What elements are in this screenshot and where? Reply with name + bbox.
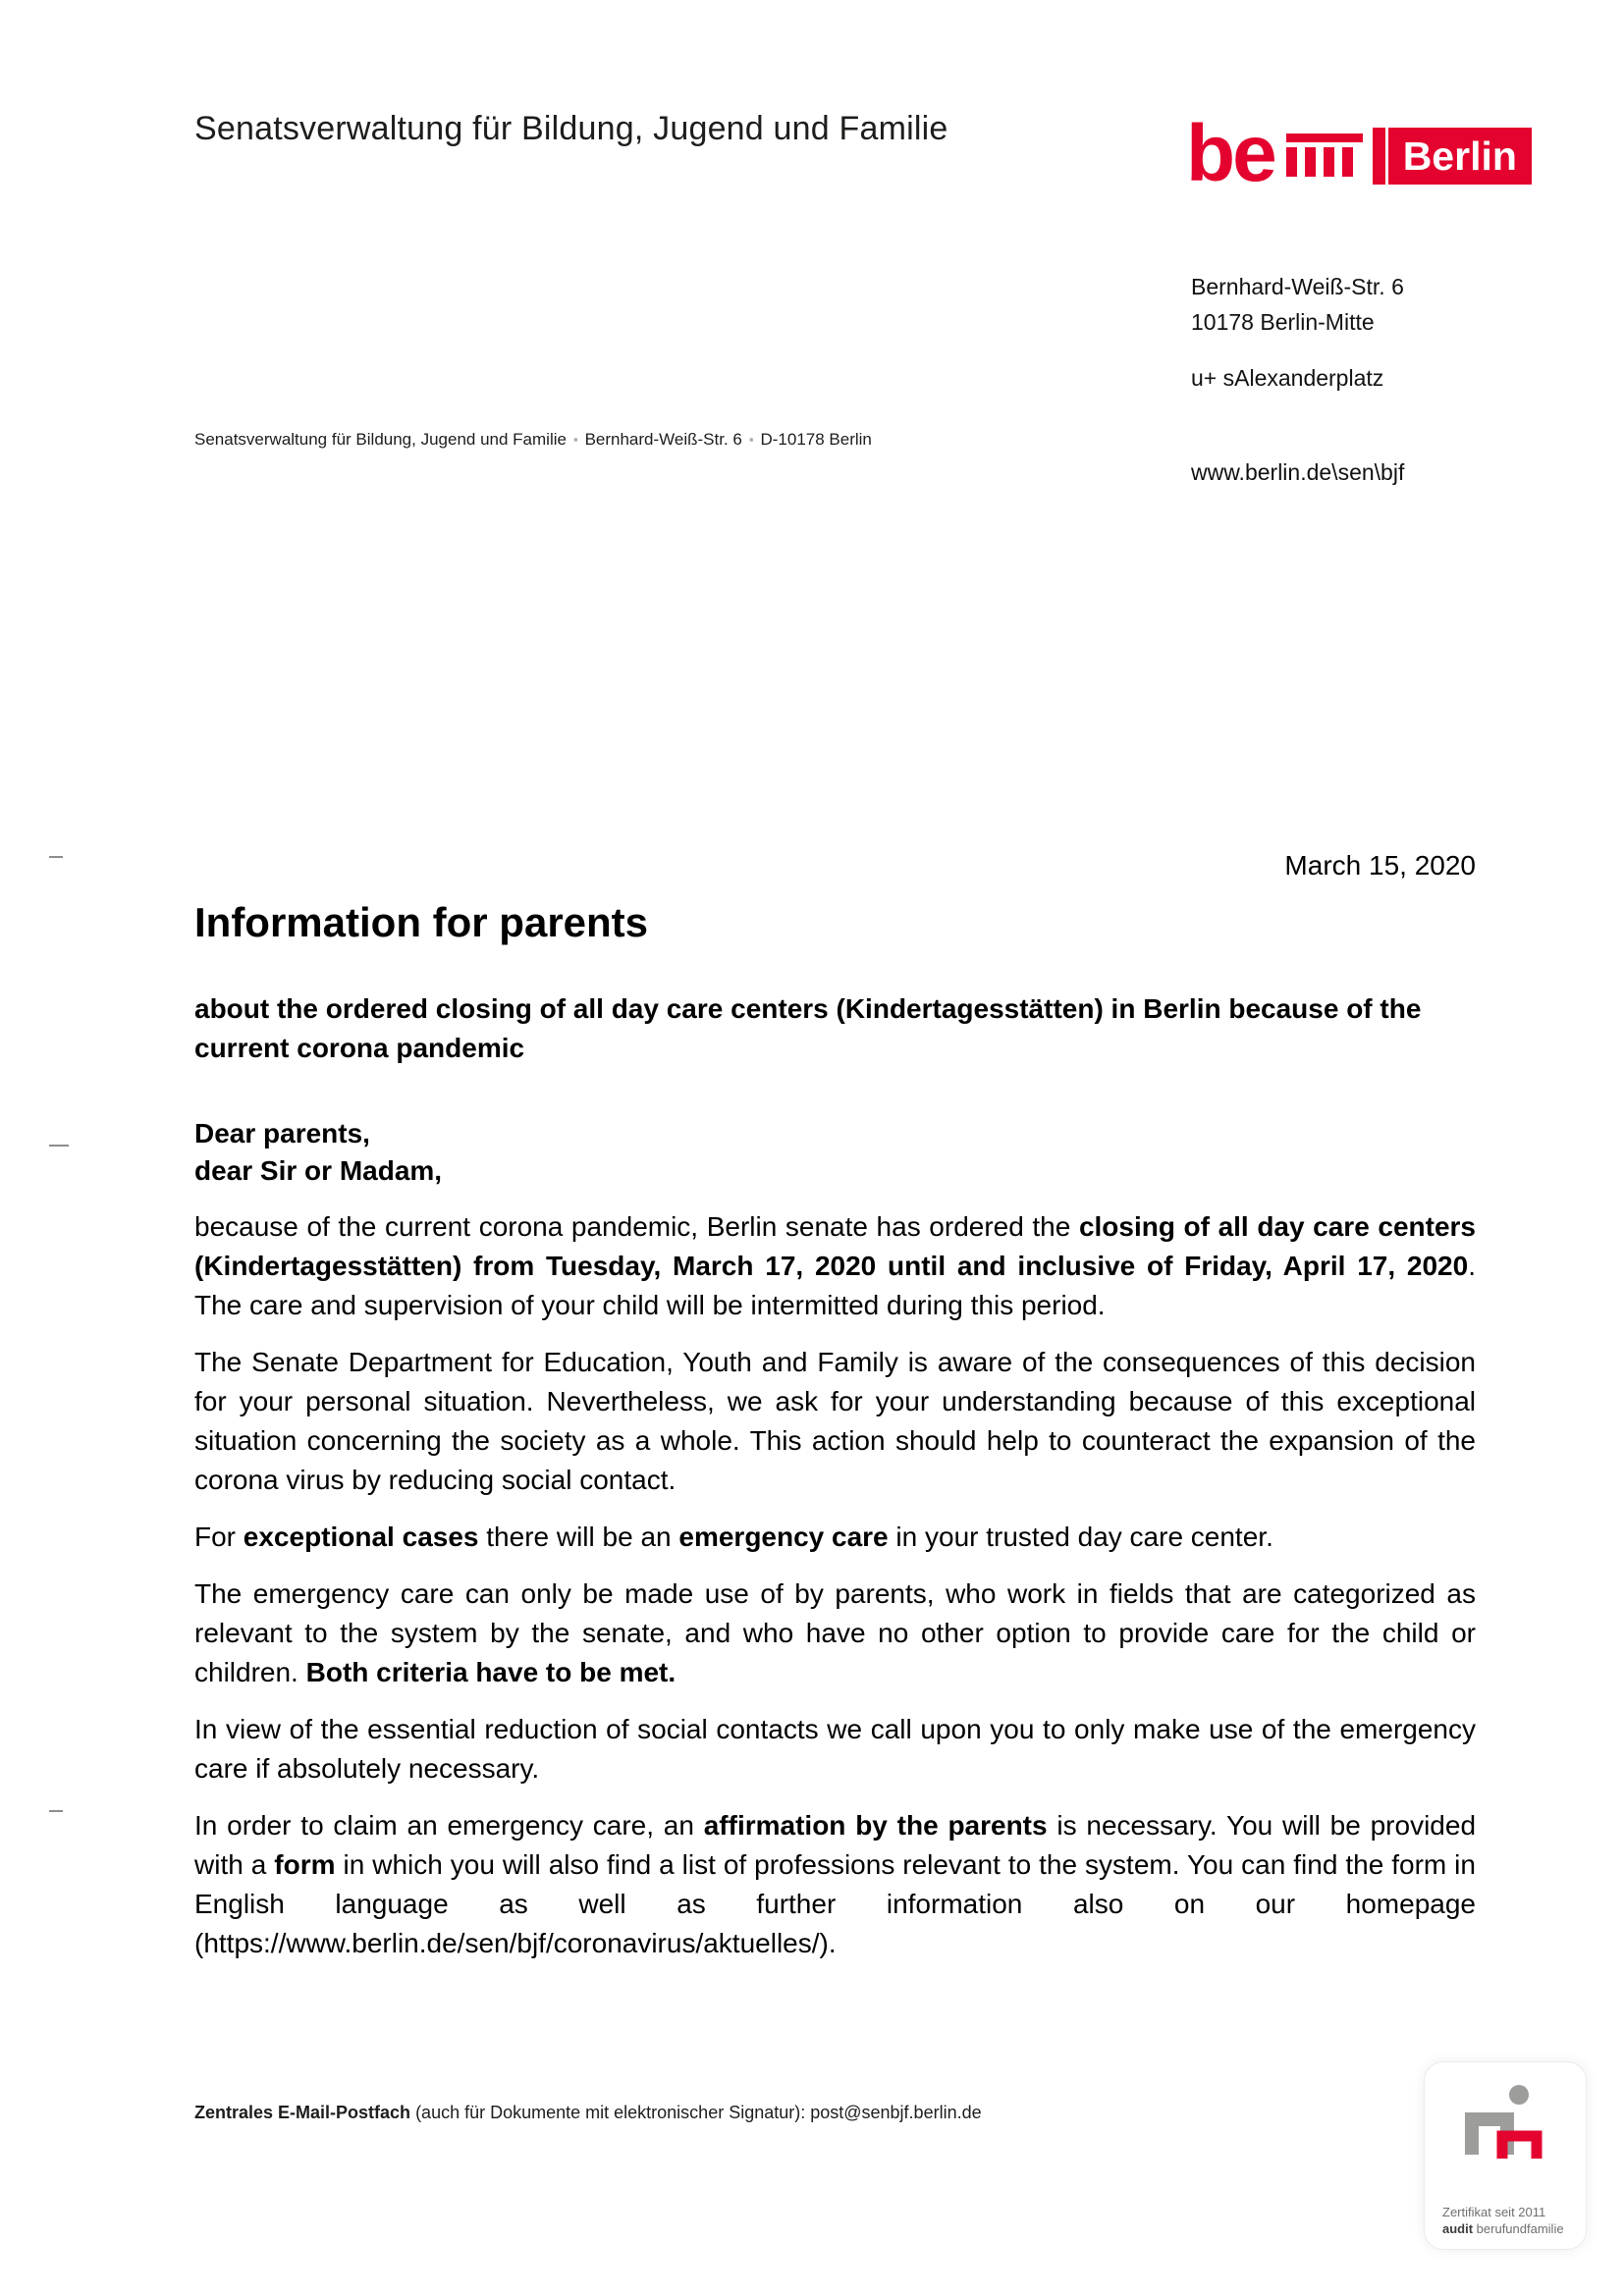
logo-be-text: be xyxy=(1186,109,1274,199)
paragraph-emergency-care: For exceptional cases there will be an emergency care in your trusted day care center. xyxy=(194,1522,1273,1552)
badge-cert-line: Zertifikat seit 2011 xyxy=(1442,2205,1546,2219)
gate-bars xyxy=(1286,147,1363,177)
certificate-badge xyxy=(1424,2061,1587,2250)
berlin-logo xyxy=(1186,82,1532,199)
sender-part-agency: Senatsverwaltung für Bildung, Jugend und Familie xyxy=(194,430,567,449)
paragraph-understanding: The Senate Department for Education, Youth and Family is aware of the consequences of this decision for your personal situation. Nevertheless, we ask for your understanding because of this exceptional situation concerning the society as a whole. This action should help to counteract the expansion of the corona virus by reducing social contact. xyxy=(194,1347,1476,1495)
brandenburg-gate-icon xyxy=(1286,133,1363,177)
gate-pillar-icon xyxy=(1373,128,1385,185)
letter-subject: about the ordered closing of all day care centers (Kindertagesstätten) in Berlin because of the current corona pandemic xyxy=(194,993,1422,1063)
contact-street: Bernhard-Weiß-Str. 6 xyxy=(1191,274,1404,299)
square-separator-icon: ▪ xyxy=(572,432,578,447)
audit-berufundfamilie-icon xyxy=(1456,2082,1554,2164)
gate-top-bar xyxy=(1286,133,1363,142)
footer-email-line: Zentrales E-Mail-Postfach (auch für Dokumente mit elektronischer Signatur): post@senbjf.berlin.de xyxy=(194,2103,982,2122)
badge-text xyxy=(1433,2204,1578,2237)
punch-mark xyxy=(49,1145,69,1147)
salutation-line-1: Dear parents, xyxy=(194,1118,370,1148)
paragraph-closing-order: because of the current corona pandemic, Berlin senate has ordered the closing of all day care centers (Kindertagesstätten) from Tuesday, March 17, 2020 until and inclusive of Friday, April 17, 2020. The care and supervision of your child will be intermitted during this period. xyxy=(194,1211,1476,1320)
fold-mark xyxy=(49,856,63,858)
contact-website: www.berlin.de\sen\bjf xyxy=(1191,459,1405,485)
sender-part-city: D-10178 Berlin xyxy=(760,430,872,449)
contact-address xyxy=(1191,269,1404,340)
salutation xyxy=(194,1115,1476,1190)
fold-mark xyxy=(49,1810,63,1812)
contact-city: 10178 Berlin-Mitte xyxy=(1191,309,1375,335)
badge-brand-line: audit berufundfamilie xyxy=(1442,2221,1564,2236)
paragraph-affirmation-form: In order to claim an emergency care, an affirmation by the parents is necessary. You will be provided with a form in which you will also find a list of professions relevant to the system. You can find the form in English language as well as further information also on our homepage (https://www.berlin.de/sen/bjf/coronavirus/aktuelles/). xyxy=(194,1810,1477,1958)
salutation-line-2: dear Sir or Madam, xyxy=(194,1155,443,1186)
letter-body xyxy=(194,846,1476,1963)
letter-date: March 15, 2020 xyxy=(1284,850,1476,881)
paragraph-reduction: In view of the essential reduction of social contacts we call upon you to only make use of the emergency care if absolutely necessary. xyxy=(194,1714,1476,1784)
contact-transit-stop: u+ sAlexanderplatz xyxy=(1191,365,1384,391)
sender-return-address xyxy=(194,430,872,450)
sender-part-street: Bernhard-Weiß-Str. 6 xyxy=(584,430,742,449)
agency-title: Senatsverwaltung für Bildung, Jugend und Familie xyxy=(194,110,948,147)
square-separator-icon: ▪ xyxy=(748,432,754,447)
letter-title: Information for parents xyxy=(194,899,649,945)
paragraph-criteria: The emergency care can only be made use of by parents, who work in fields that are categorized as relevant to the system by the senate, and who have no other option to provide care for the child or children. Both criteria have to be met. xyxy=(194,1578,1476,1687)
logo-berlin-wordmark: Berlin xyxy=(1388,128,1532,185)
